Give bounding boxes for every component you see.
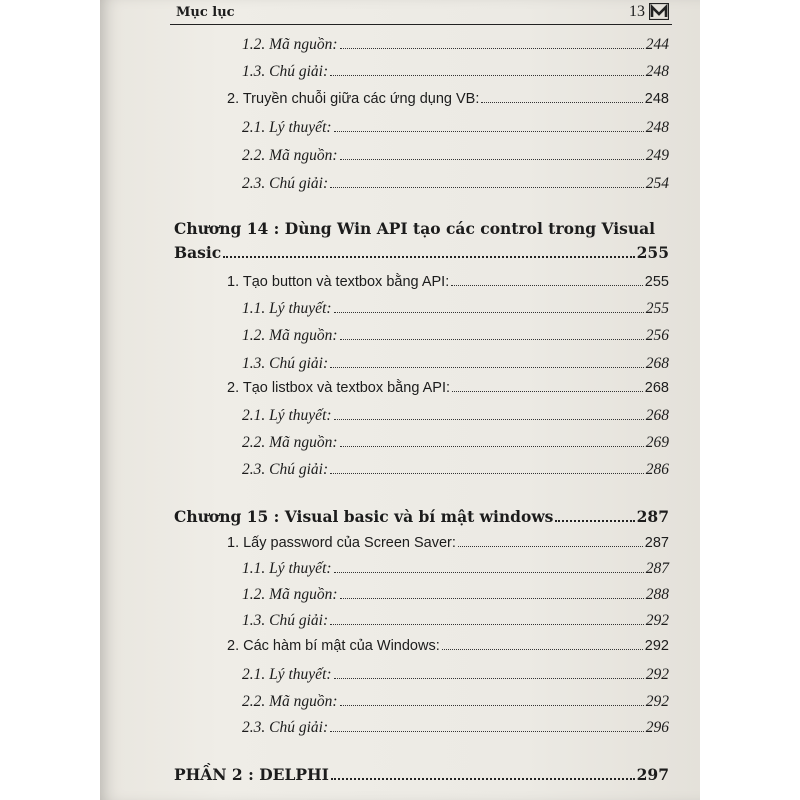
toc-entry: 2.2. Mã nguồn: 292 [242,693,669,710]
toc-entry: 1.2. Mã nguồn: 288 [242,586,669,603]
toc-entry: 2.2. Mã nguồn: 249 [242,147,669,164]
part-2-line: PHẦN 2 : DELPHI 297 [174,765,669,784]
toc-entry: 2. Các hàm bí mật của Windows: 292 [227,638,669,654]
toc-entry: 1.1. Lý thuyết: 255 [242,300,669,317]
toc-entry: 2.3. Chú giải: 254 [242,175,669,192]
toc-entry: 1.2. Mã nguồn: 256 [242,327,669,344]
toc-entry: 1.2. Mã nguồn: 244 [242,36,669,53]
toc-entry: 1. Tạo button và textbox bằng API: 255 [227,274,669,290]
toc-entry: 1.3. Chú giải: 268 [242,355,669,372]
toc-entry: 2.3. Chú giải: 296 [242,719,669,736]
header-page-number: 13 [629,3,645,20]
toc-entry: 1. Lấy password của Screen Saver: 287 [227,535,669,551]
toc-entry: 1.3. Chú giải: 292 [242,612,669,629]
toc-entry: 1.1. Lý thuyết: 287 [242,560,669,577]
running-header [100,0,700,26]
m-publisher-logo-icon [649,3,669,20]
header-title: Mục lục [176,5,235,20]
toc-entry: 2.2. Mã nguồn: 269 [242,434,669,451]
chapter-14-line: Basic 255 [174,243,669,262]
chapter-15-line: Chương 15 : Visual basic và bí mật windows 287 [174,507,669,526]
toc-entry: 2.3. Chú giải: 286 [242,461,669,478]
toc-entry: 2. Truyền chuỗi giữa các ứng dụng VB: 248 [227,91,669,107]
toc-entry: 2.1. Lý thuyết: 292 [242,666,669,683]
toc-entry: 2.1. Lý thuyết: 248 [242,119,669,136]
toc-entry: 2. Tạo listbox và textbox bằng API: 268 [227,380,669,396]
book-page [100,0,700,800]
chapter-14-title: Chương 14 : Dùng Win API tạo các control trong Visual [174,219,656,238]
toc-entry: 2.1. Lý thuyết: 268 [242,407,669,424]
header-rule [170,24,672,25]
toc-entry: 1.3. Chú giải: 248 [242,63,669,80]
